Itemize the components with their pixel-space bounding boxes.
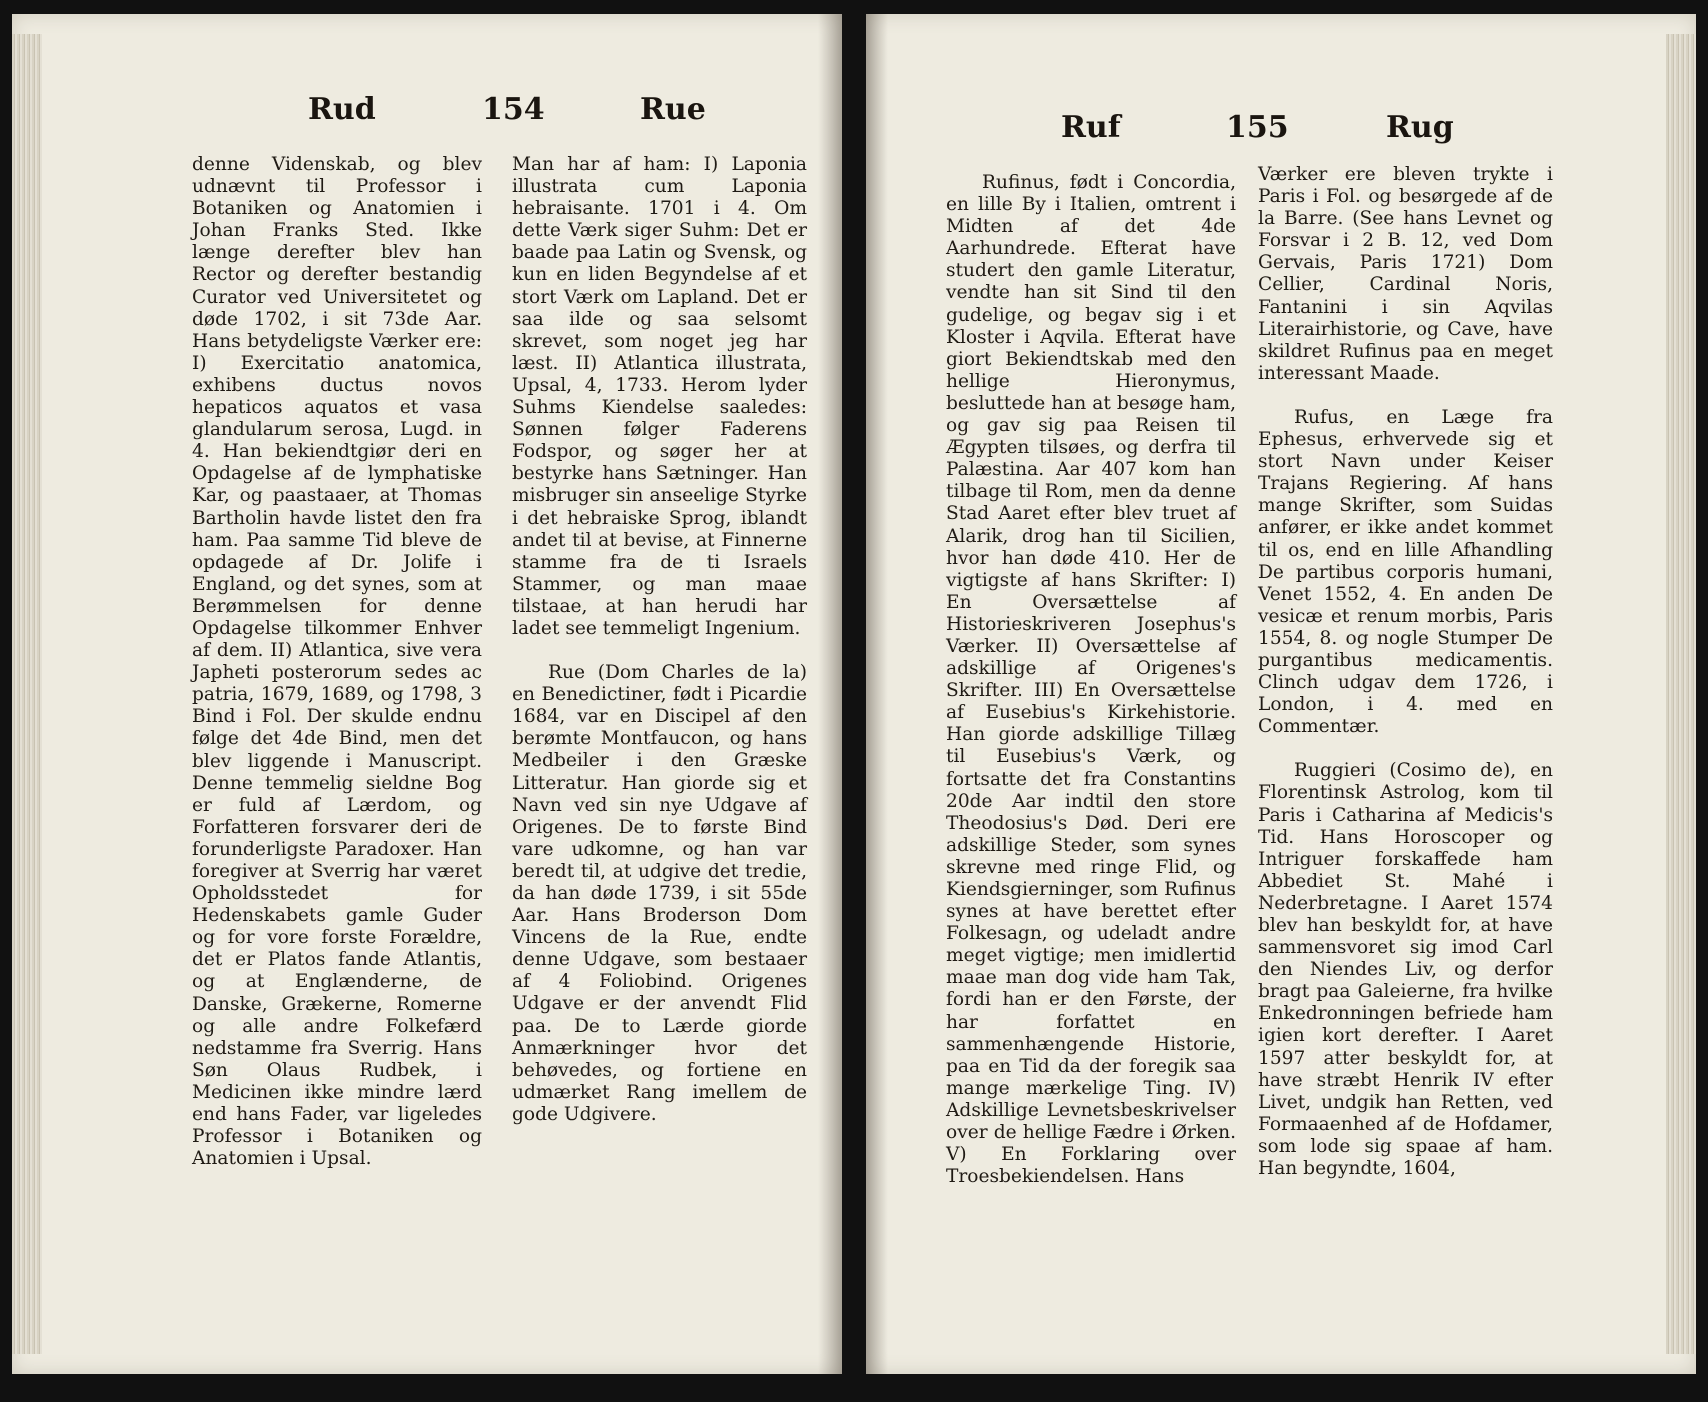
right-column-1 (946, 172, 1236, 1188)
paragraph: Man har af ham: I) Laponia illustrata cum Laponia hebraisante. 1701 i 4. Om dette Værk siger Suhm: Det er baade paa Latin og Svensk, og kun en liden Begyndelse af et stort Værk om Lapland. Det er saa ilde og saa selsomt skrevet, som noget jeg har læst. II) Atlantica illustrata, Upsal, 4, 1733. Herom lyder Suhms Kiendelse saaledes: Sønnen følger Faderens Fodspor, og søger her at bestyrke hans Sætninger. Han misbruger sin anseelige Styrke i det hebraiske Sprog, iblandt andet til at bevise, at Finnerne stamme fra de ti Israels Stammer, og man maae tilstaae, at han herudi har ladet see temmeligt Ingenium. (512, 154, 807, 639)
header-left-word: Rud (308, 92, 376, 127)
page-number: 155 (1226, 110, 1289, 145)
entry-rue-charles: Rue (Dom Charles de la) en Benedictiner, født i Picardie 1684, var en Discipel af den berømte Montfaucon, og hans Medbeiler i den Græske Litteratur. Han giorde sig et Navn ved sin nye Udgave af Origenes. De to første Bind vare udkomne, og han var beredt til, at udgive det tredie, da han døde 1739, i sit 55de Aar. Hans Broderson Dom Vincens de la Rue, endte denne Udgave, som bestaaer af 4 Foliobind. Origenes Udgave er der anvendt Flid paa. De to Lærde giorde Anmærkninger hvor det behøvedes, og fortiene en udmærket Rang imellem de gode Udgivere. (512, 662, 807, 1125)
left-column-2 (512, 154, 807, 1126)
page-edges (12, 34, 42, 1354)
entry-ruggieri: Ruggieri (Cosimo de), en Florentinsk Astrolog, kom til Paris i Catharina af Medicis's Tid. Hans Horoscoper og Intriguer forskaffede ham Abbediet St. Mahé i Nederbretagne. I Aaret 1574 blev han beskyldt for, at have sammensvoret sig imod Carl den Niendes Liv, og derfor bragt paa Galeierne, fra hvilke Enkedronningen befriede ham igien kort derefter. I Aaret 1597 atter beskyldt for, at have stræbt Henrik IV efter Livet, undgik han Retten, ved Formaaenhed af de Hofdamer, som lode sig spaae af ham. Han begyndte, 1604, (1258, 760, 1553, 1180)
entry-rufus: Rufus, en Læge fra Ephesus, erhvervede sig et stort Navn under Keiser Trajans Regiering. Af hans mange Skrifter, som Suidas anfører, er ikke andet kommet til os, end en lille Afhandling De partibus corporis humani, Venet 1552, 4. En anden De vesicæ et renum morbis, Paris 1554, 8. og nogle Stumper De purgantibus medicamentis. Clinch udgav dem 1726, i London, i 4. med en Commentær. (1258, 406, 1553, 738)
gutter-shadow (866, 14, 888, 1374)
page-number: 154 (482, 92, 545, 127)
header-right-word: Rug (1386, 110, 1454, 145)
left-page (12, 14, 842, 1374)
header-left-word: Ruf (1061, 110, 1121, 145)
paragraph: Værker ere bleven trykte i Paris i Fol. og besørgede af de la Barre. (See hans Levnet og Forsvar i 2 B. 12, ved Dom Gervais, Paris 1721) Dom Cellier, Cardinal Noris, Fantanini i sin Aqvilas Literairhistorie, og Cave, have skildret Rufinus paa en meget interessant Maade. (1258, 164, 1553, 384)
paragraph: denne Videnskab, og blev udnævnt til Professor i Botaniken og Anatomien i Johan Franks Sted. Ikke længe derefter blev han Rector og derefter bestandig Curator ved Universitetet og døde 1702, i sit 73de Aar. Hans betydeligste Værker ere: I) Exercitatio anatomica, exhibens ductus novos hepaticos aquatos et vasa glandularum serosa, Lugd. in 4. Han bekiendtgiør deri en Opdagelse af de lymphatiske Kar, og paastaaer, at Thomas Bartholin havde listet den fra ham. Paa samme Tid bleve de opdagede af Dr. Jolife i England, og det synes, som at Berømmelsen for denne Opdagelse tilkommer Enhver af dem. II) Atlantica, sive vera Japheti posterorum sedes ac patria, 1679, 1689, og 1798, 3 Bind i Fol. Der skulde endnu følge det 4de Bind, men det blev liggende i Manuscript. Denne temmelig sieldne Bog er fuld af Lærdom, og Forfatteren forsvarer deri de forunderligste Paradoxer. Han foregiver at Sverrig har været Opholdsstedet for Hedenskabets gamle Guder og for vore forste Forældre, det er Platos fande Atlantis, og at Englænderne, de Danske, Grækerne, Romerne og alle andre Folkefærd nedstamme fra Sverrig. Hans Søn Olaus Rudbek, i Medicinen ikke mindre lærd end hans Fader, var ligeledes Professor i Botaniken og Anatomien i Upsal. (192, 154, 482, 1170)
gutter-shadow (818, 14, 842, 1374)
page-edges (1666, 34, 1696, 1354)
header-right-word: Rue (640, 92, 706, 127)
entry-rufinus: Rufinus, født i Concordia, en lille By i Italien, omtrent i Midten af det 4de Aarhundrede. Efterat have studert den gamle Literatur, vendte han sit Sind til den gudelige, og begav sig i et Kloster i Aqvila. Efterat have giort Bekiendtskab med den hellige Hieronymus, besluttede han at besøge ham, og gav sig paa Reisen til Ægypten tilsøes, og derfra til Palæstina. Aar 407 kom han tilbage til Rom, men da denne Stad Aaret efter blev truet af Alarik, drog han til Sicilien, hvor han døde 410. Her de vigtigste af hans Skrifter: I) En Oversættelse af Historieskriveren Josephus's Værker. II) Oversættelse af adskillige af Origenes's Skrifter. III) En Oversættelse af Eusebius's Kirkehistorie. Han giorde adskillige Tillæg til Eusebius's Værk, og fortsatte det fra Constantins 20de Aar indtil den store Theodosius's Død. Deri ere adskillige Steder, som synes skrevne med ringe Flid, og Kiendsgierninger, som Rufinus synes at have berettet efter Folkesagn, og udeladt andre meget vigtige; men imidlertid maae man dog vide ham Tak, fordi han er den Første, der har forfattet en sammenhængende Historie, paa en Tid da der foregik saa mange mærkelige Ting. IV) Adskillige Levnetsbeskrivelser over de hellige Fædre i Ørken. V) En Forklaring over Troesbekiendelsen. Hans (946, 172, 1236, 1188)
right-column-2 (1258, 164, 1553, 1180)
left-column-1 (192, 154, 482, 1170)
right-page (866, 14, 1696, 1374)
